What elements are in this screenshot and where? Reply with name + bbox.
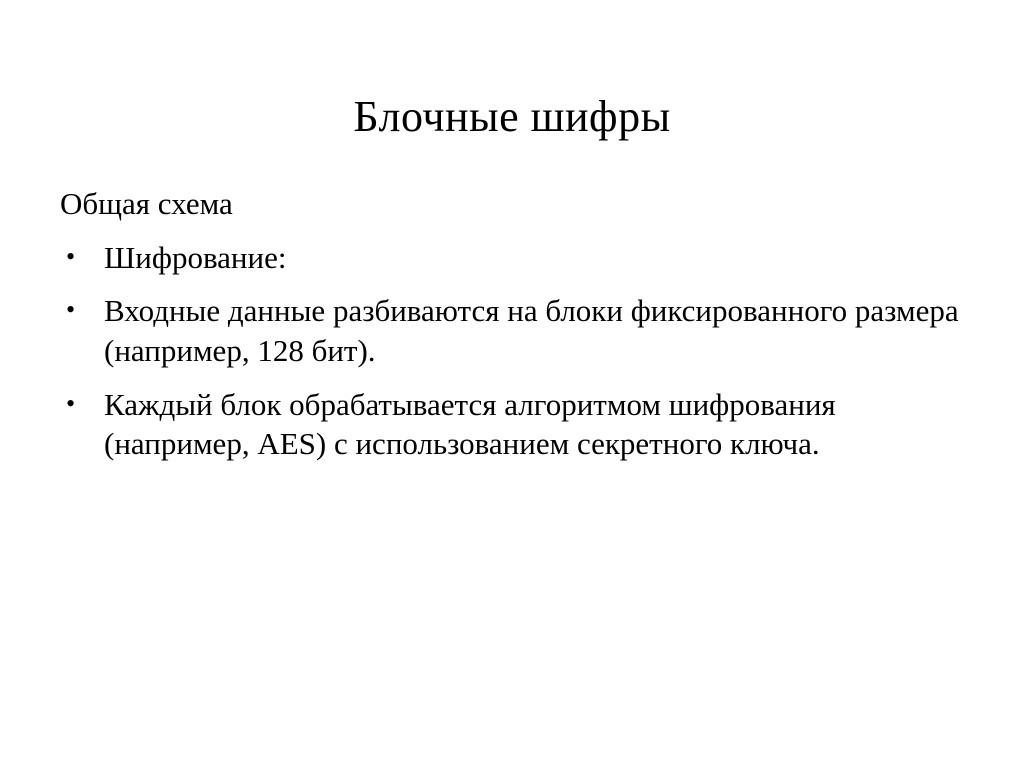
bullet-list bbox=[60, 238, 960, 464]
list-item-text: Входные данные разбиваются на блоки фиксированного размера (например, 128 бит). bbox=[104, 293, 959, 369]
list-item bbox=[60, 238, 960, 278]
page-title: Блочные шифры bbox=[353, 92, 671, 142]
lead-text: Общая схема bbox=[60, 186, 233, 221]
slide-body bbox=[60, 185, 960, 478]
bullet-icon: • bbox=[66, 295, 76, 325]
list-item bbox=[60, 385, 960, 464]
bullet-icon: • bbox=[66, 241, 76, 271]
bullet-icon: • bbox=[66, 388, 76, 418]
list-item-text: Шифрование: bbox=[104, 239, 287, 275]
list-item bbox=[60, 291, 960, 370]
list-item-text: Каждый блок обрабатывается алгоритмом шифрования (например, AES) с использованием секретного ключа. bbox=[104, 386, 836, 462]
